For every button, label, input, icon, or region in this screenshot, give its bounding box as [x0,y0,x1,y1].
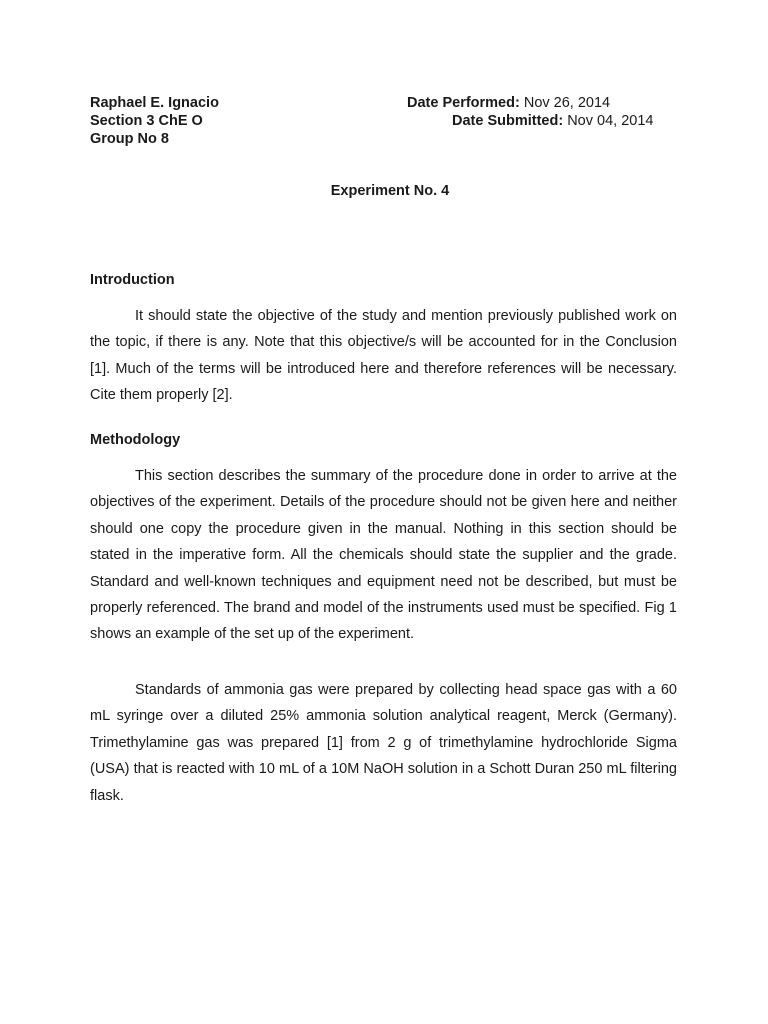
date-submitted-value: Nov 04, 2014 [567,113,654,129]
date-performed-value: Nov 26, 2014 [523,95,611,111]
section-label: Section 3 ChE O [90,113,203,129]
methodology-paragraph-2: Standards of ammonia gas were prepared by collecting head space gas with a 60 mL syringe over a diluted 25% ammonia solution analytical reagent, Merck (Germany). Trimethylamine gas was prepared [1] from 2 g of trimethylamine hydrochloride Sigma (USA) that is reacted with 10 mL of a 10M NaOH solution in a Schott Duran 250 mL filtering flask. [90,682,677,804]
methodology-paragraph-1: This section describes the summary of the procedure done in order to arrive at the objectives of the experiment. Details of the procedure should not be given here and neither should one copy the procedure given in the manual. Nothing in this section should be stated in the imperative form. All the chemicals should state the supplier and the grade. Standard and well-known techniques and equipment need not be described, but must be properly referenced. The brand and model of the instruments used must be specified. Fig 1 shows an example of the set up of the experiment. [90,468,677,643]
date-performed-label: Date Performed: [407,95,520,111]
date-performed [407,94,610,112]
introduction-paragraph: It should state the objective of the study and mention previously published work on the topic, if there is any. Note that this objective/s will be accounted for in the Conclusion [1]. Much of the terms will be introduced here and therefore references will be necessary. Cite them properly [2]. [90,308,677,404]
author-name: Raphael E. Ignacio [90,95,219,111]
date-submitted-label: Date Submitted: [452,113,564,129]
date-submitted [452,112,653,130]
experiment-title: Experiment No. 4 [330,183,450,199]
introduction-heading: Introduction [90,272,175,288]
methodology-heading: Methodology [90,432,181,448]
group-label: Group No 8 [90,131,169,147]
